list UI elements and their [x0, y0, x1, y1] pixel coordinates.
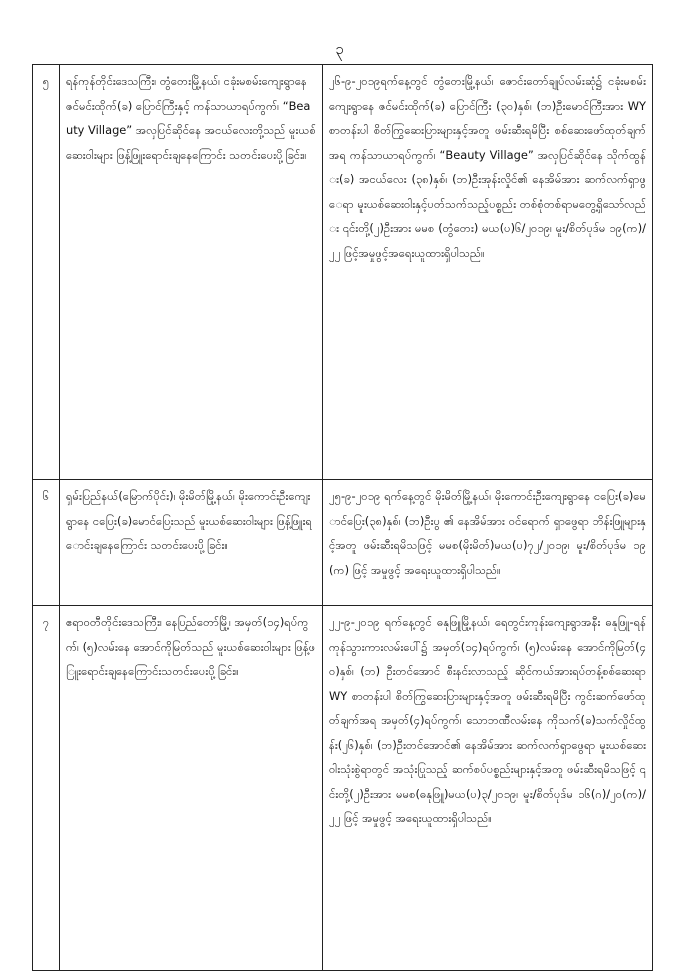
table-row: [33, 480, 653, 606]
action-taken-cell: ၂၅-၉-၂၀၁၉ ရက်နေ့တွင် မိုးမိတ်မြို့နယ်၊ မိုးကောင်းဦးကျေးရွာနေ ငပြေး(ခ)မောင်ပြေး(၃၈)နှစ်၊ (ဘ)ဦးပွ ၏ နေအိမ်အား ဝင်ရောက် ရှာဖွေရာ ဘိန်းဖြူများနှင့်အတူ ဖမ်းဆီးရမိသဖြင့် မမစ(မိုးမိတ်)မယ(ပ)၇၂/၂၀၁၉၊ မူး/စိတ်ပုဒ်မ ၁၉(က) ဖြင့် အမှုဖွင့် အရေးယူထားရှိပါသည်။: [323, 480, 653, 606]
action-taken-cell: ၂၂-၉-၂၀၁၉ ရက်နေ့တွင် ဓနုဖြူမြို့နယ်၊ ရေတွင်းကုန်းကျေးရွာအနီး ဓနုဖြူ-ရန်ကုန်သွားကားလမ်းပေါ်၌ အမှတ်(၁၄)ရပ်ကွက်၊ (၅)လမ်းနေ အောင်ကိုမြတ်(၄၀)နှစ်၊ (ဘ) ဦးတင်အောင် စီးနင်းလာသည့် ဆိုင်ကယ်အားရပ်တန့်စစ်ဆေးရာ WY စာတန်းပါ စိတ်ကြွဆေးပြားများနှင့်အတူ ဖမ်းဆီးရမိပြီး ကွင်းဆက်ဖော်ထုတ်ချက်အရ အမှတ်(၄)ရပ်ကွက်၊ သောဘဏီလမ်းနေ ကိုသက်(ခ)သက်လှိုင်ထွန်း(၂၆)နှစ်၊ (ဘ)ဦးတင်အောင်၏ နေအိမ်အား ဆက်လက်ရှာဖွေရာ မူးယစ်ဆေးဝါးသုံးစွဲရာတွင် အသုံးပြုသည့် ဆက်စပ်ပစ္စည်းများနှင့်အတူ ဖမ်းဆီးရမိသဖြင့် ၎င်းတို့(၂)ဦးအား မမစ(ဓနုဖြူ)မယ(ပ)၃/၂၀၁၉၊ မူး/စိတ်ပုဒ်မ ၁၆(ဂ)/၂၀(က)/ ၂၂ ဖြင့် အမှုဖွင့် အရေးယူထားရှိပါသည်။: [323, 606, 653, 971]
report-subject-cell: ဧရာဝတီတိုင်းဒေသကြီး၊ နေပြည်တော်မြို့၊ အမှတ်(၁၄)ရပ်ကွက်၊ (၅)လမ်းနေ အောင်ကိုမြတ်သည် မူးယစ်ဆေးဝါးများ ဖြန့်ဖြူးရောင်းချနေကြောင်းသတင်းပေးပို့ခြင်း။: [60, 606, 323, 971]
table-row: [33, 606, 653, 971]
page-number: ၃: [335, 40, 344, 58]
report-subject-cell: ရှမ်းပြည်နယ်(မြောက်ပိုင်း)၊ မိုးမိတ်မြို့နယ်၊ မိုးကောင်းဦးကျေးရွာနေ ငပြေး(ခ)မောင်ပြေးသည် မူးယစ်ဆေးဝါးများ ဖြန့်ဖြူးရောင်းချနေကြောင်း သတင်းပေးပို့ခြင်း။: [60, 480, 323, 606]
action-taken-cell: ၂၆-၉-၂၀၁၉ရက်နေ့တွင် တွံတေးမြို့နယ်၊ ဇောင်းတော်ချုပ်လမ်းဆုံ၌ ငခုံးမစမ်းကျေးရွာနေ ဇင်မင်းထိုက်(ခ) ပြောင်ကြီး (၃၀)နှစ်၊ (ဘ)ဦးမောင်ကြီးအား WY စာတန်းပါ စိတ်ကြွဆေးပြားများနှင့်အတူ ဖမ်းဆီးရမိပြီး စစ်ဆေးဖော်ထုတ်ချက်အရ ကန်သာယာရပ်ကွက်၊ “Beauty Village” အလှပြင်ဆိုင်နေ သိုက်ထွန်း(ခ) အငယ်လေး (၃၈)နှစ်၊ (ဘ)ဦးအုန်းလှိုင်၏ နေအိမ်အား ဆက်လက်ရှာဖွေရာ မူးယစ်ဆေးဝါးနှင့်ပတ်သက်သည့်ပစ္စည်း တစ်စုံတစ်ရာမတွေ့ရှိသော်လည်း ၎င်းတို့(၂)ဦးအား မမစ (တွံတေး) မယ(ပ)၆/၂၀၁၉၊ မူး/စိတ်ပုဒ်မ ၁၉(က)/၂၂ ဖြင့်အမှုဖွင့်အရေးယူထားရှိပါသည်။: [323, 65, 653, 480]
row-number-cell: ၇: [33, 606, 60, 971]
report-subject-cell: ရန်ကုန်တိုင်းဒေသကြီး၊ တွံတေးမြို့နယ်၊ ငခုံးမစမ်းကျေးရွာနေ ဇင်မင်းထိုက်(ခ) ပြောင်ကြီးနှင့် ကန်သာယာရပ်ကွက်၊ “Beauty Village” အလှပြင်ဆိုင်နေ အငယ်လေးတို့သည် မူးယစ်ဆေးဝါးများ ဖြန့်ဖြူးရောင်းချနေကြောင်း သတင်းပေးပို့ခြင်း။: [60, 65, 323, 480]
report-table: [32, 64, 653, 971]
row-number-cell: ၆: [33, 480, 60, 606]
table-row: [33, 65, 653, 480]
row-number-cell: ၅: [33, 65, 60, 480]
